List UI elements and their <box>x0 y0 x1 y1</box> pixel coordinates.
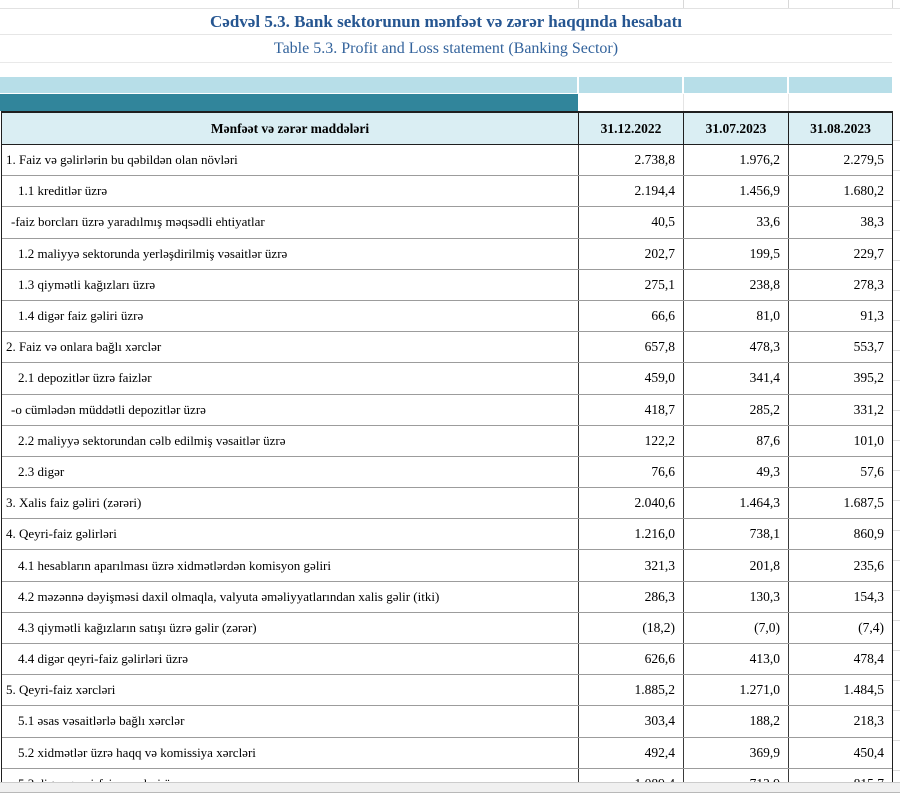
decorative-band-row <box>0 94 892 111</box>
top-gridline-strip <box>0 0 900 9</box>
gridline <box>683 94 684 111</box>
gridline <box>683 0 684 8</box>
profit-loss-table <box>1 111 893 793</box>
table-row <box>2 549 892 580</box>
row-value: 1.216,0 <box>578 519 683 549</box>
row-label: 4.1 hesabların aparılması üzrə xidmətlərdən komisyon gəliri <box>18 557 331 573</box>
table-row <box>2 206 892 237</box>
row-value: 33,6 <box>683 207 788 237</box>
row-value: 2.279,5 <box>788 145 892 175</box>
row-label: 1.3 qiymətli kağızları üzrə <box>18 276 156 292</box>
row-value: 286,3 <box>578 582 683 612</box>
band-separator <box>787 77 789 93</box>
row-value: 188,2 <box>683 706 788 736</box>
row-value: 413,0 <box>683 644 788 674</box>
row-value: 285,2 <box>683 395 788 425</box>
row-value: 1.464,3 <box>683 488 788 518</box>
row-label: 2.1 depozitlər üzrə faizlər <box>18 370 152 386</box>
row-label: 5.1 əsas vəsaitlərlə bağlı xərclər <box>18 713 185 729</box>
row-label: 2.3 digər <box>18 463 65 479</box>
row-label: 2.2 maliyyə sektorundan cəlb edilmiş vəsaitlər üzrə <box>18 432 286 448</box>
row-label: 1. Faiz və gəlirlərin bu qəbildən olan növləri <box>6 152 238 168</box>
row-value: 2.040,6 <box>578 488 683 518</box>
table-row <box>2 581 892 612</box>
row-value: 418,7 <box>578 395 683 425</box>
row-label: 4.4 digər qeyri-faiz gəlirləri üzrə <box>18 651 188 667</box>
row-value: 657,8 <box>578 332 683 362</box>
table-row <box>2 175 892 206</box>
table-row <box>2 269 892 300</box>
row-value: 303,4 <box>578 706 683 736</box>
row-value: 81,0 <box>683 301 788 331</box>
table-subtitle: Table 5.3. Profit and Loss statement (Banking Sector) <box>0 35 892 63</box>
row-value: 1.271,0 <box>683 675 788 705</box>
row-value: 395,2 <box>788 363 892 393</box>
table-row <box>2 300 892 331</box>
table-row <box>2 331 892 362</box>
column-header-items: Mənfəət və zərər maddələri <box>210 120 370 136</box>
row-value: 66,6 <box>578 301 683 331</box>
row-value: 76,6 <box>578 457 683 487</box>
pl-table-body <box>2 145 892 793</box>
band-separator <box>682 77 684 93</box>
row-value: 450,4 <box>788 738 892 768</box>
row-value: 1.484,5 <box>788 675 892 705</box>
table-row <box>2 456 892 487</box>
row-value: (7,0) <box>683 613 788 643</box>
column-header-date-2: 31.07.2023 <box>683 113 788 144</box>
horizontal-scrollbar[interactable] <box>0 782 900 793</box>
row-label: 4.3 qiymətli kağızların satışı üzrə gəlir (zərər) <box>18 619 257 635</box>
gridline <box>788 0 789 8</box>
decorative-band-teal <box>0 94 578 111</box>
decorative-band-light-blue <box>0 77 892 93</box>
row-value: 1.687,5 <box>788 488 892 518</box>
row-value: 199,5 <box>683 239 788 269</box>
gridline <box>578 0 579 8</box>
table-title: Cədvəl 5.3. Bank sektorunun mənfəət və zərər haqqında hesabatı <box>0 9 892 35</box>
row-value: (18,2) <box>578 613 683 643</box>
row-label: 5. Qeyri-faiz xərcləri <box>6 682 116 698</box>
row-value: 1.976,2 <box>683 145 788 175</box>
row-value: 201,8 <box>683 550 788 580</box>
row-value: 38,3 <box>788 207 892 237</box>
row-value: 1.456,9 <box>683 176 788 206</box>
row-label: 3. Xalis faiz gəliri (zərəri) <box>6 495 142 511</box>
column-header-date-3: 31.08.2023 <box>788 113 892 144</box>
row-value: 478,3 <box>683 332 788 362</box>
row-value: 478,4 <box>788 644 892 674</box>
row-value: 238,8 <box>683 270 788 300</box>
band-separator <box>577 77 579 93</box>
gridline <box>788 94 789 111</box>
right-gridline-gutter <box>893 111 900 778</box>
row-value: 459,0 <box>578 363 683 393</box>
row-value: 91,3 <box>788 301 892 331</box>
row-label: 1.4 digər faiz gəliri üzrə <box>18 308 144 324</box>
row-value: 154,3 <box>788 582 892 612</box>
table-row <box>2 643 892 674</box>
row-value: 2.738,8 <box>578 145 683 175</box>
row-label: -o cümlədən müddətli depozitlər üzrə <box>11 401 206 417</box>
row-value: 1.885,2 <box>578 675 683 705</box>
row-value: 40,5 <box>578 207 683 237</box>
row-value: 2.194,4 <box>578 176 683 206</box>
table-row <box>2 612 892 643</box>
row-label: 4.2 məzənnə dəyişməsi daxil olmaqla, valyuta əməliyyatlarından xalis gəlir (itki) <box>18 588 440 604</box>
row-value: 626,6 <box>578 644 683 674</box>
row-label: 1.1 kreditlər üzrə <box>18 183 108 199</box>
table-row <box>2 674 892 705</box>
row-value: 369,9 <box>683 738 788 768</box>
table-row <box>2 362 892 393</box>
row-label: 2. Faiz və onlara bağlı xərclər <box>6 339 162 355</box>
row-value: 553,7 <box>788 332 892 362</box>
row-value: 130,3 <box>683 582 788 612</box>
row-label: -faiz borcları üzrə yaradılmış məqsədli ehtiyatlar <box>11 214 265 230</box>
gridline <box>892 0 893 8</box>
row-value: 492,4 <box>578 738 683 768</box>
table-row <box>2 487 892 518</box>
row-value: 49,3 <box>683 457 788 487</box>
row-label: 1.2 maliyyə sektorunda yerləşdirilmiş vəsaitlər üzrə <box>18 245 288 261</box>
table-row <box>2 238 892 269</box>
table-header-row <box>2 113 892 145</box>
row-value: 1.680,2 <box>788 176 892 206</box>
row-value: 331,2 <box>788 395 892 425</box>
row-value: 341,4 <box>683 363 788 393</box>
row-value: 87,6 <box>683 426 788 456</box>
row-value: 860,9 <box>788 519 892 549</box>
row-value: 738,1 <box>683 519 788 549</box>
table-row <box>2 145 892 175</box>
table-row <box>2 705 892 736</box>
row-value: 57,6 <box>788 457 892 487</box>
table-row <box>2 394 892 425</box>
row-value: 202,7 <box>578 239 683 269</box>
table-row <box>2 518 892 549</box>
row-value: (7,4) <box>788 613 892 643</box>
row-value: 101,0 <box>788 426 892 456</box>
table-row <box>2 425 892 456</box>
row-label: 4. Qeyri-faiz gəlirləri <box>6 526 117 542</box>
row-label: 5.2 xidmətlər üzrə haqq və komissiya xərcləri <box>18 744 256 760</box>
table-row <box>2 737 892 768</box>
row-value: 278,3 <box>788 270 892 300</box>
column-header-date-1: 31.12.2022 <box>578 113 683 144</box>
row-value: 321,3 <box>578 550 683 580</box>
row-value: 235,6 <box>788 550 892 580</box>
row-value: 218,3 <box>788 706 892 736</box>
row-value: 275,1 <box>578 270 683 300</box>
row-value: 122,2 <box>578 426 683 456</box>
row-value: 229,7 <box>788 239 892 269</box>
